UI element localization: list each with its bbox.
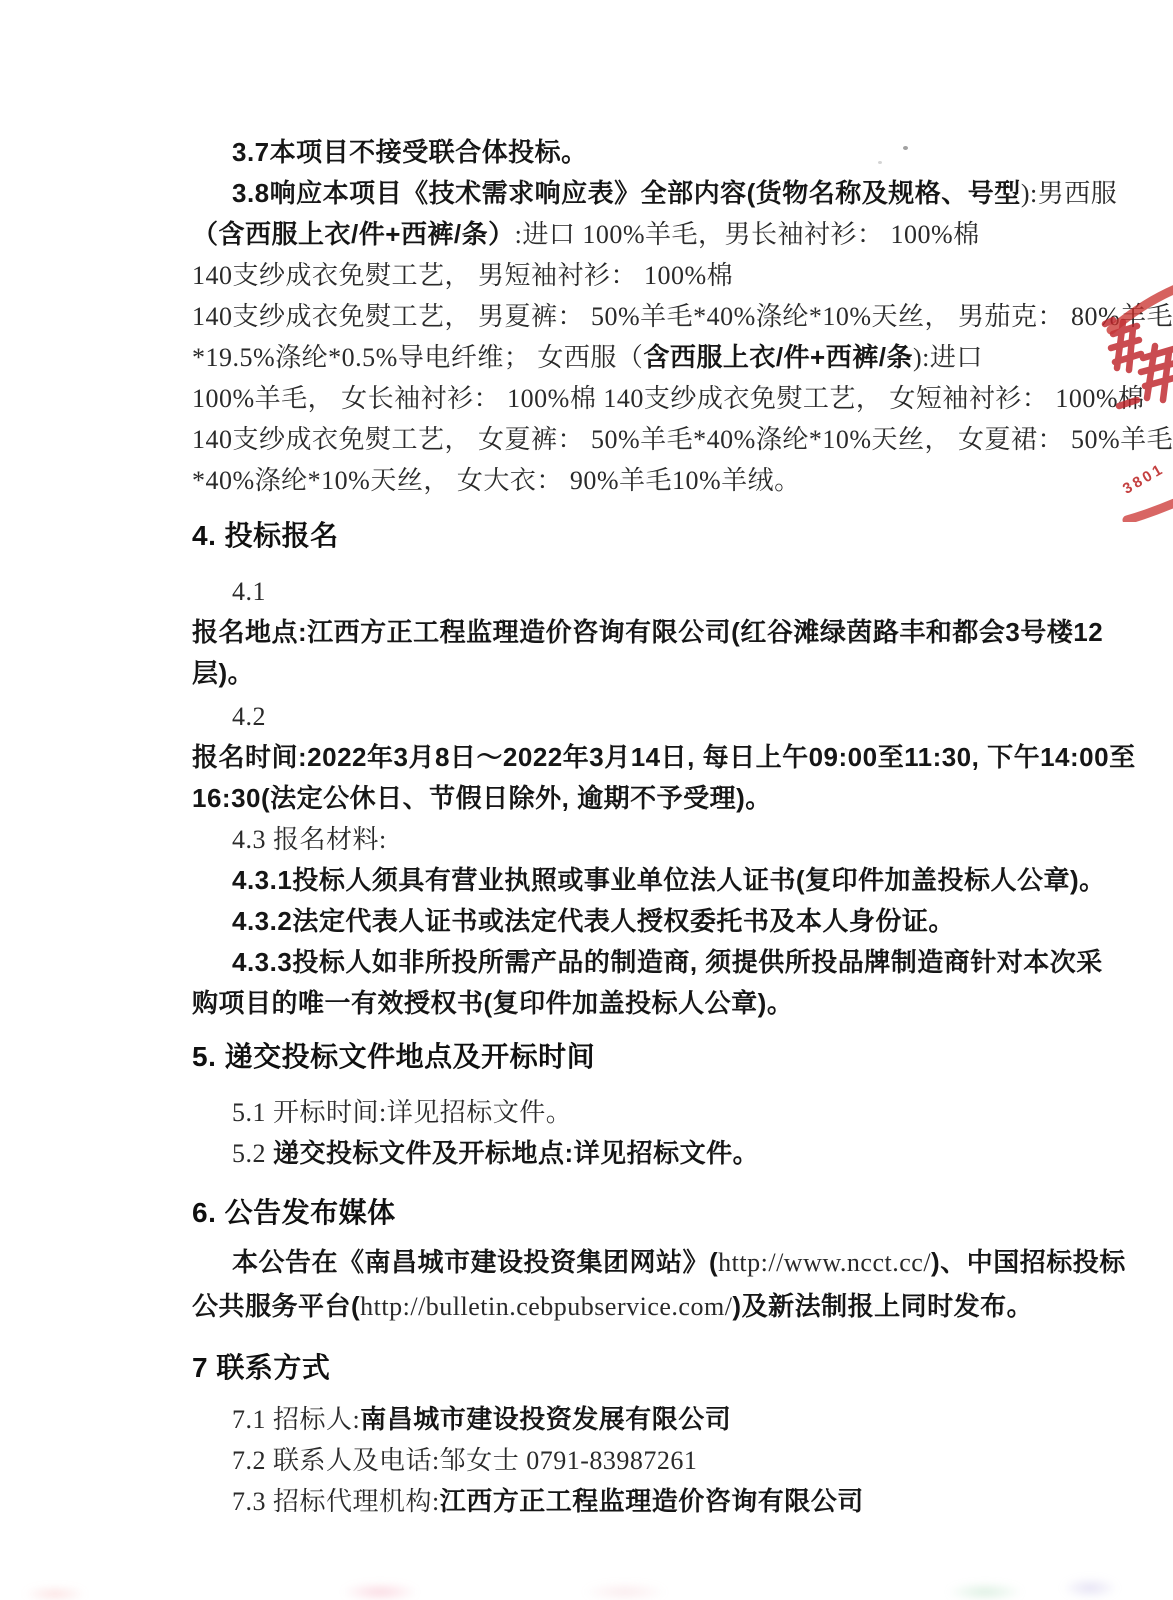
item-4-2-line-2: 16:30(法定公休日、节假日除外, 逾期不予受理)。	[192, 783, 772, 813]
item-7-3	[192, 1481, 1173, 1522]
text-run-bold: 公共服务平台(	[192, 1291, 361, 1321]
text-run-bold: 南昌城市建设投资发展有限公司	[360, 1404, 732, 1434]
text-run: 7.3 招标代理机构:	[232, 1487, 440, 1516]
section-5-heading: 5. 递交投标文件地点及开标时间	[192, 1041, 596, 1072]
url-text: http://www.ncct.cc/	[718, 1248, 932, 1277]
section-7-heading: 7 联系方式	[192, 1352, 331, 1383]
text-run: 5.2	[232, 1139, 273, 1168]
section-5-submission-opening	[192, 1036, 1173, 1174]
item-4-3-3-line-1: 4.3.3投标人如非所投所需产品的制造商, 须提供所投品牌制造商针对本次采	[232, 947, 1103, 977]
text-run-bold: )及新法制报上同时发布。	[732, 1291, 1034, 1321]
para-3-8-line-2	[192, 214, 1173, 255]
section-3-bidder-requirements	[192, 132, 1173, 501]
text-run-bold: 本公告在《南昌城市建设投资集团网站》(	[232, 1247, 719, 1277]
text-run-bold: )、中国招标投标	[931, 1247, 1126, 1277]
text-run-bold: 含西服上衣/件+西裤/条	[643, 342, 913, 372]
para-3-8-line-7: 140支纱成衣免熨工艺， 女夏裤： 50%羊毛*40%涤纶*10%天丝， 女夏裙： 50%羊毛	[192, 425, 1173, 454]
item-4-1-line-2: 层)。	[192, 658, 255, 688]
item-4-3-2: 4.3.2法定代表人证书或法定代表人授权委托书及本人身份证。	[232, 906, 955, 936]
para-3-8-line-6: 100%羊毛， 女长袖衬衫： 100%棉 140支纱成衣免熨工艺， 女短袖衬衫： 100%棉	[192, 384, 1145, 413]
section-6-heading: 6. 公告发布媒体	[192, 1197, 396, 1228]
text-run: *19.5%涤纶*0.5%导电纤维； 女西服（	[192, 343, 644, 372]
item-4-2-line-1: 报名时间:2022年3月8日～2022年3月14日, 每日上午09:00至11:30, 下午14:00至	[192, 742, 1136, 772]
item-5-1: 5.1 开标时间:详见招标文件。	[232, 1098, 573, 1127]
item-7-1	[192, 1399, 1173, 1440]
document-body	[192, 132, 1173, 1522]
stamp-digits: 3801	[1119, 460, 1168, 498]
para-3-8-line-1	[192, 173, 1173, 214]
text-run-bold: 江西方正工程监理造价咨询有限公司	[439, 1486, 864, 1516]
text-run: ):进口	[912, 343, 983, 372]
para-3-7: 3.7本项目不接受联合体投标。	[232, 137, 588, 167]
item-4-3-3-line-2: 购项目的唯一有效授权书(复印件加盖投标人公章)。	[192, 988, 794, 1018]
scan-artifact-dot-faint	[878, 161, 882, 164]
para-3-8-line-8: *40%涤纶*10%天丝， 女大衣： 90%羊毛10%羊绒。	[192, 466, 801, 495]
item-4-1-number: 4.1	[232, 577, 266, 606]
item-4-2-number: 4.2	[232, 702, 266, 731]
text-run-bold: 递交投标文件及开标地点:详见招标文件。	[273, 1138, 760, 1168]
section-6-announcement-media	[192, 1192, 1173, 1327]
section-6-line-1	[192, 1242, 1173, 1283]
para-3-8-line-4: 140支纱成衣免熨工艺， 男夏裤： 50%羊毛*40%涤纶*10%天丝， 男茄克： 80%羊毛	[192, 302, 1173, 331]
text-run: 7.1 招标人:	[232, 1405, 361, 1434]
text-run: ):男西服	[1020, 179, 1118, 208]
url-text: http://bulletin.cebpubservice.com/	[360, 1292, 733, 1321]
para-3-8-line-3: 140支纱成衣免熨工艺， 男短袖衬衫： 100%棉	[192, 261, 734, 290]
section-4-registration	[192, 515, 1173, 1024]
item-4-3-1: 4.3.1投标人须具有营业执照或事业单位法人证书(复印件加盖投标人公章)。	[232, 865, 1106, 895]
section-6-line-2	[192, 1286, 1173, 1327]
item-4-1-line-1: 报名地点:江西方正工程监理造价咨询有限公司(红谷滩绿茵路丰和都会3号楼12	[192, 617, 1104, 647]
para-3-8-line-5	[192, 337, 1173, 378]
scan-artifact-dot	[903, 146, 908, 150]
text-run-bold: 3.8响应本项目《技术需求响应表》全部内容(货物名称及规格、号型	[232, 178, 1021, 208]
item-5-2	[192, 1133, 1173, 1174]
text-run-bold: （含西服上衣/件+西裤/条）	[192, 219, 515, 249]
section-4-heading: 4. 投标报名	[192, 520, 339, 551]
text-run: :进口 100%羊毛，男长袖衬衫： 100%棉	[514, 220, 980, 249]
item-4-3-label: 4.3 报名材料:	[232, 825, 387, 854]
scan-edge-artifact	[0, 1574, 1173, 1600]
item-7-2: 7.2 联系人及电话:邹女士 0791-83987261	[232, 1446, 698, 1475]
section-7-contact	[192, 1347, 1173, 1522]
